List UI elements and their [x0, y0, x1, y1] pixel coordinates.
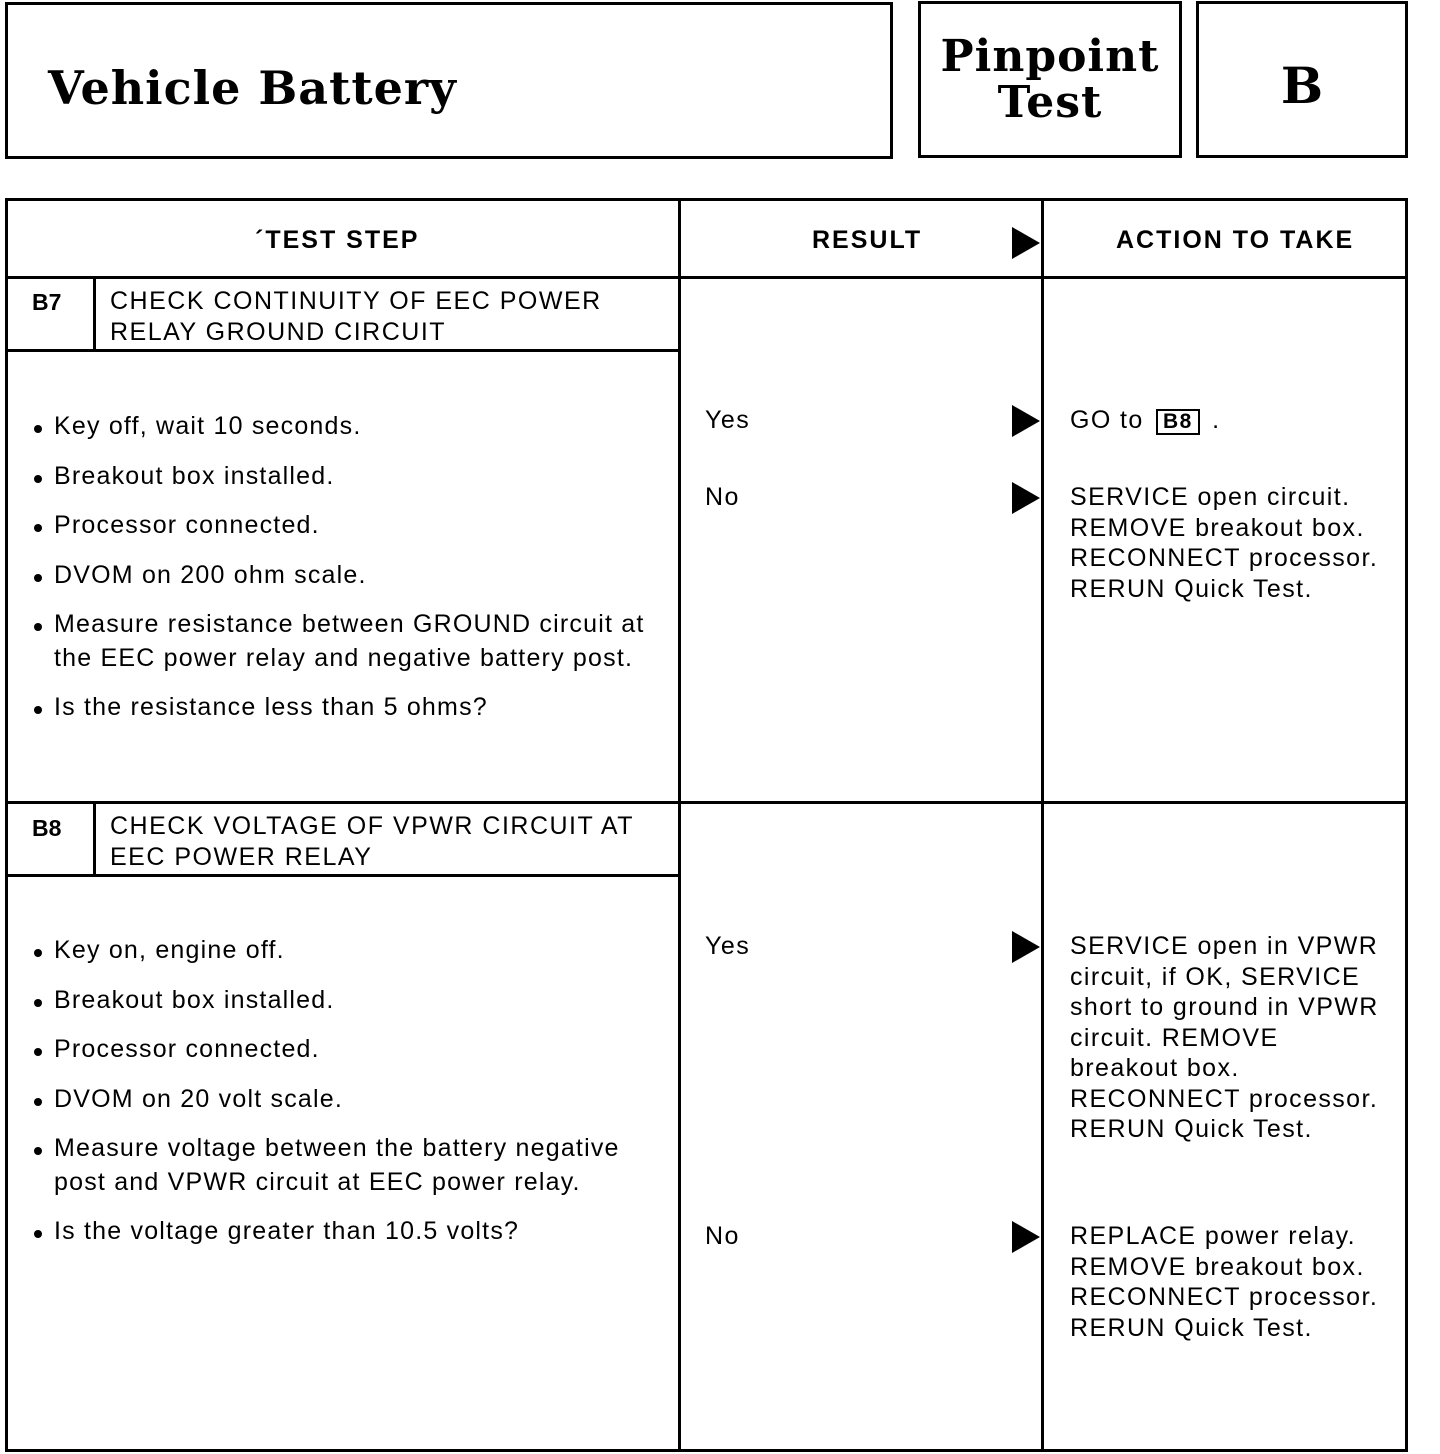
- result-arrow-icon: [1012, 1221, 1040, 1253]
- b7-id-divider: [93, 276, 96, 352]
- b8-id-divider: [93, 801, 96, 877]
- b7-title-underline: [5, 349, 681, 352]
- instruction-item: Is the voltage greater than 10.5 volts?: [32, 1215, 632, 1249]
- instruction-item: DVOM on 20 volt scale.: [32, 1083, 632, 1117]
- test-type-line1: Pinpoint: [940, 31, 1160, 82]
- instruction-item: Measure resistance between GROUND circuit at the EEC power relay and negative battery post.: [32, 608, 662, 675]
- action-text: SERVICE open circuit. REMOVE breakout box. RECONNECT processor. RERUN Quick Test.: [1070, 483, 1379, 603]
- instruction-item: Measure voltage between the battery negative post and VPWR circuit at EEC power relay.: [32, 1132, 632, 1199]
- divider-result: [678, 198, 681, 1452]
- instruction-item: Is the resistance less than 5 ohms?: [32, 691, 662, 725]
- header-divider: [5, 276, 1408, 279]
- instruction-item: Processor connected.: [32, 1033, 632, 1067]
- action-text: [1070, 405, 1395, 436]
- title-box: [5, 2, 893, 159]
- result-yes: Yes: [705, 406, 751, 434]
- step-title: CHECK VOLTAGE OF VPWR CIRCUIT AT EEC POWER RELAY: [110, 812, 634, 871]
- step-id: B8: [32, 815, 62, 841]
- instruction-item: Key on, engine off.: [32, 934, 632, 968]
- result-arrow-icon: [1012, 931, 1040, 963]
- step-instructions: [32, 410, 662, 741]
- step-instructions: [32, 934, 632, 1265]
- result-no: No: [705, 483, 740, 511]
- step-divider: [5, 801, 1408, 804]
- result-arrow-icon: [1012, 482, 1040, 514]
- header-arrow-icon: [1012, 227, 1040, 259]
- test-code: B: [1280, 56, 1324, 115]
- instruction-item: DVOM on 200 ohm scale.: [32, 559, 662, 593]
- action-prefix: GO to: [1070, 406, 1144, 434]
- result-arrow-icon: [1012, 405, 1040, 437]
- header-test-step: ´TEST STEP: [255, 226, 420, 254]
- b8-title-underline: [5, 874, 681, 877]
- instruction-item: Breakout box installed.: [32, 460, 662, 494]
- header-action: ACTION TO TAKE: [1116, 226, 1355, 254]
- action-suffix: .: [1212, 406, 1221, 434]
- step-id: B7: [32, 289, 62, 315]
- instruction-item: Processor connected.: [32, 509, 662, 543]
- test-type-line2: Test: [997, 77, 1103, 128]
- instruction-item: Key off, wait 10 seconds.: [32, 410, 662, 444]
- header-result: RESULT: [812, 226, 923, 254]
- instruction-item: Breakout box installed.: [32, 984, 632, 1018]
- divider-action: [1041, 198, 1044, 1452]
- step-title: CHECK CONTINUITY OF EEC POWER RELAY GROUND CIRCUIT: [110, 287, 602, 346]
- result-yes: Yes: [705, 932, 751, 960]
- test-type-box: [918, 1, 1182, 158]
- page-title: Vehicle Battery: [48, 61, 457, 115]
- test-type-label: [921, 31, 1179, 128]
- action-text: SERVICE open in VPWR circuit, if OK, SERVICE short to ground in VPWR circuit. REMOVE breakout box. RECONNECT processor. RERUN Quick Test.: [1070, 932, 1379, 1143]
- step-reference-link[interactable]: B8: [1156, 409, 1200, 435]
- action-text: REPLACE power relay. REMOVE breakout box. RECONNECT processor. RERUN Quick Test.: [1070, 1222, 1379, 1342]
- test-code-box: [1196, 1, 1408, 158]
- result-no: No: [705, 1222, 740, 1250]
